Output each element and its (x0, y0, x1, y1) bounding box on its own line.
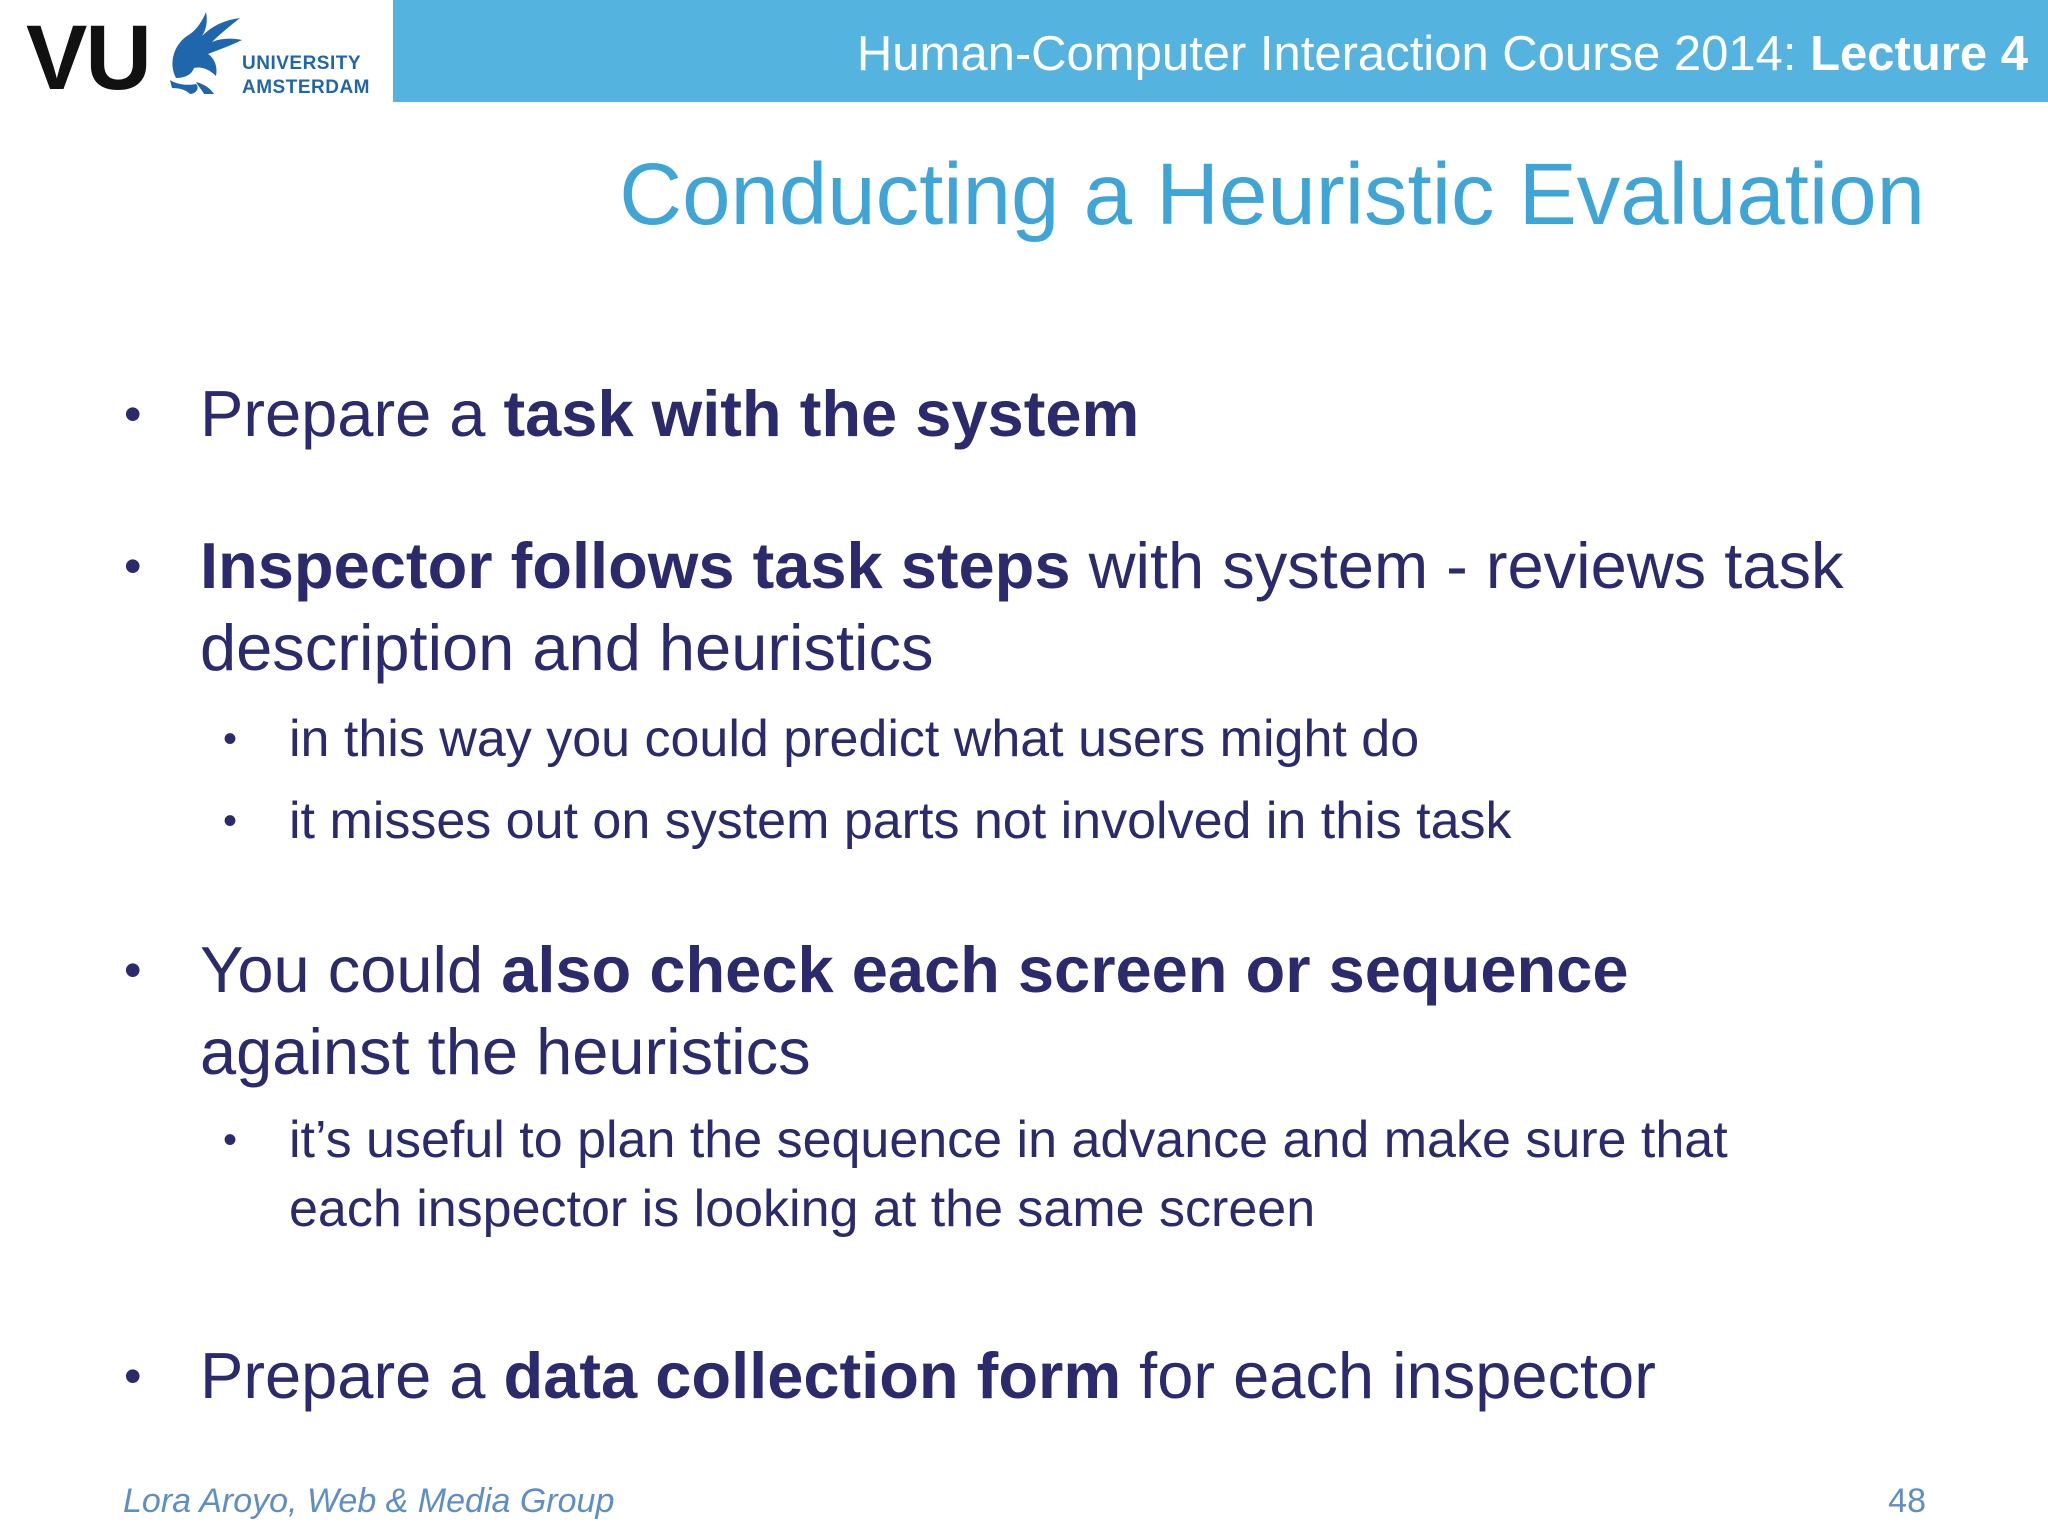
sub-bullet-dot: • (223, 799, 238, 843)
bullet-text-bold: also check each screen or sequence (501, 933, 1629, 1006)
bullet-dot: • (124, 386, 142, 442)
sub-bullet-text: it’s useful to plan the sequence in advance and make sure that (289, 1111, 1728, 1169)
bullet-item (124, 1335, 1656, 1417)
sub-bullet-dot: • (223, 717, 238, 761)
bullet-continuation: against the heuristics (200, 1015, 811, 1088)
sub-bullet-text: it misses out on system parts not involved in this task (289, 792, 1512, 850)
footer-author: Lora Aroyo, Web & Media Group (123, 1482, 615, 1520)
bullet-text: You could (200, 933, 502, 1006)
bullet-dot: • (124, 538, 142, 594)
bullet-text-bold: Inspector follows task steps (200, 529, 1071, 602)
course-title-prefix: Human-Computer Interaction Course 2014: (856, 27, 1811, 81)
lecture-label: Lecture 4 (1810, 27, 2028, 81)
sub-bullet-item (223, 787, 1512, 855)
bullet-text: Prepare a (200, 1339, 504, 1412)
bullet-text: for each inspector (1121, 1339, 1656, 1412)
bullet-text-bold: data collection form (503, 1339, 1122, 1412)
slide-title: Conducting a Heuristic Evaluation (619, 146, 1925, 243)
bullet-continuation: description and heuristics (200, 611, 934, 684)
logo-line-university: UNIVERSITY (242, 53, 362, 74)
bullet-item (124, 929, 1629, 1011)
sub-bullet-continuation: each inspector is looking at the same screen (289, 1180, 1316, 1238)
bullet-item (124, 373, 1140, 455)
bullet-text: with system - reviews task (1070, 529, 1844, 602)
bullet-text-bold: task with the system (503, 377, 1140, 450)
bullet-item (124, 525, 1844, 607)
sub-bullet-text: in this way you could predict what users might do (289, 710, 1420, 768)
logo-line-amsterdam: AMSTERDAM (242, 77, 370, 98)
page-number: 48 (1888, 1482, 1926, 1520)
bullet-dot: • (124, 1348, 142, 1404)
bullet-text: Prepare a (200, 377, 504, 450)
logo-letters: VU (26, 7, 150, 109)
sub-bullet-item (223, 1106, 1728, 1174)
sub-bullet-dot: • (223, 1118, 238, 1162)
bullet-dot: • (124, 942, 142, 998)
sub-bullet-item (223, 705, 1420, 773)
